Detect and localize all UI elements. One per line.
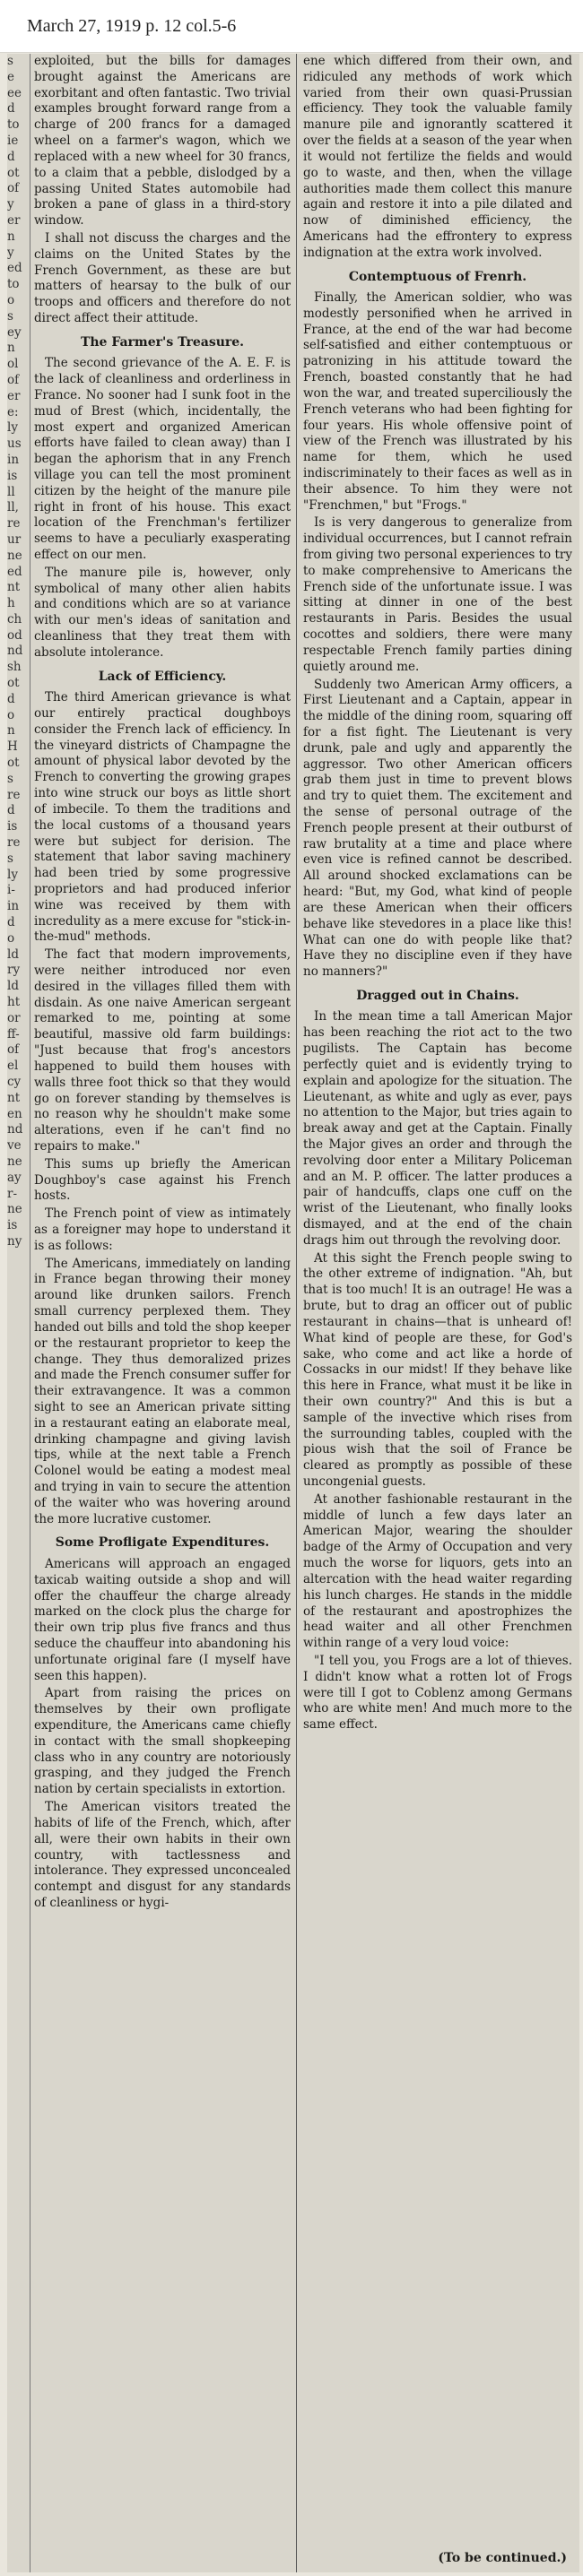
paragraph: The third American grievance is what our entirely practical doughboys consider the French lack of efficiency. In the vineyard districts of Champagne the amount of physical labor devoted by the French to converting the growing grapes into wine struck our boys as little short of imbecile. To them the traditions and the local customs of a thousand years were but subject for derision. The statement that labor saving machinery had been tried by some progressive proprietors and had produced inferior wine was received by them with incredulity as a mere excuse for "stick-in-the-mud" methods. [34,690,291,945]
paragraph: The second grievance of the A. E. F. is the lack of cleanliness and orderliness in France. No sooner had I sunk foot in the mud of Brest (which, incidentally, the most expert and organized American efforts have failed to clean away) than I began the aphorism that in any French village you can tell the most prominent citizen by the height of the manure pile right in front of his house. This exact location of the Frenchman's fertilizer seems to have a peculiarly exasperating effect on our men. [34,356,291,563]
paragraph: The French point of view as intimately as a foreigner may hope to understand it is as follows: [34,1206,291,1253]
gutter-fragment: sh [7,660,22,675]
gutter-fragment: nd [7,644,23,659]
gutter-fragment: of [7,181,20,196]
dateline-bar [0,0,583,53]
paragraph: Is is very dangerous to generalize from individual occurrences, but I cannot refrain from giving two personal experiences to try to make comprehensive to Americans the French side of the unfortunate issue. I was sitting at dinner in one of the best restaurants in Paris. Besides the usual cocottes and soldiers, there were many respectable French family parties dining quietly around me. [303,515,572,674]
gutter-fragment: nt [7,580,21,595]
paragraph: Finally, the American soldier, who was modestly personified when he arrived in France, at the end of the war had become self-satisfied and either contemptuous or patronizing in his attitude toward the French, boasted constantly that he had won the war, and treated superciliously the French veterans who had been fighting for four years. His whole offensive point of view of the French was illustrated by his name for them, which he used indiscriminately to their faces as well as in their absence. To him they were not "Frenchmen," but "Frogs." [303,290,572,513]
article-column-left [34,54,291,2572]
gutter-fragment: is [7,819,18,834]
gutter-fragment: ht [7,995,21,1010]
gutter-fragment: ed [7,261,22,276]
gutter-fragment: re [7,516,21,532]
gutter-fragment: ll, [7,500,19,515]
gutter-fragment: d [7,101,15,117]
gutter-fragment: s [7,771,13,786]
gutter-fragment: s [7,54,13,68]
gutter-fragment: ot [7,676,20,691]
paragraph: At this sight the French people swing to the other extreme of indignation. "Ah, but that is too much! It is an outrage! He was a brute, but to drag an officer out of public restaurant in chains—that is unheard of! What kind of people are these, for God's sake, who come and act like a horde of Cossacks in our midst! If they behave like this here in France, what must it be like in their own country?" And this is but a sample of the invective which rises from the surrounding tables, coupled with the pious wish that the soil of France be cleared as promptly as possible of these uncongenial guests. [303,1250,572,1489]
gutter-fragment: n [7,341,15,356]
gutter-fragment: us [7,437,22,452]
gutter-fragment: ld [7,979,19,994]
gutter-fragment: to [7,117,20,133]
cropped-left-column-fragment [7,54,27,2572]
gutter-fragment: n [7,723,15,739]
gutter-fragment: ie [7,133,19,148]
article-column-right [303,54,572,2572]
paragraph: This sums up briefly the American Doughboy's case against his French hosts. [34,1156,291,1204]
gutter-fragment: s [7,308,13,324]
gutter-fragment: od [7,627,22,643]
newspaper-clipping [7,54,579,2572]
gutter-fragment: o [7,930,15,946]
gutter-fragment: of [7,1042,20,1058]
gutter-fragment: ne [7,1202,22,1217]
paragraph: Suddenly two American Army officers, a First Lieutenant and a Captain, appear in the middle of the dining room, squaring off for a fist fight. The Lieutenant is very drunk, pale and ugly and apparently the aggressor. Two other American officers grab them just in time to prevent blows and try to quiet them. The excitement and the sense of personal outrage of the French people present at their outburst of raw brutality at a time and place where even vice is refined cannot be described. All around shocked exclamations can be heard: "But, my God, what kind of people are these American when their officers behave like stevedores in a place like this! What can one do with people like that? Have they no discipline even if they have no manners?" [303,677,572,980]
gutter-fragment: en [7,1106,22,1121]
gutter-fragment: er [7,212,21,228]
gutter-fragment: of [7,372,20,387]
gutter-fragment: ff- [7,1026,20,1042]
gutter-fragment: y [7,245,14,260]
paragraph: Americans will approach an engaged taxicab waiting outside a shop and will offer the chauffeur the charge already marked on the clock plus the charge for their own trip plus five francs and thus seduce the chauffeur into abandoning his unfortunate original fare (I myself have seen this happen). [34,1556,291,1683]
dateline-text: March 27, 1919 p. 12 col.5-6 [27,16,237,36]
subheading-farmers-treasure: The Farmer's Treasure. [80,334,245,350]
gutter-fragment: ll [7,484,15,499]
paragraph-group [34,690,291,1527]
gutter-fragment: ot [7,756,20,771]
paragraph: In the mean time a tall American Major has been reaching the riot act to the two pugilists. The Captain has become perfectly quiet and is evidently trying to explain and apologize for the situation. The Lieutenant, as white and ugly as ever, pays no attention to the Major, but tries again to break away and get at the Captain. Finally the Major gives an order and through the revolving door enter a Military Policeman and an M. P. officer. The latter produces a pair of handcuffs, claps one cuff on the wrist of the Lieutenant, who finally looks dismayed, and at the end of the chain drags him out through the revolving door. [303,1009,572,1248]
gutter-fragment: ur [7,532,22,547]
gutter-fragment: ot [7,165,20,180]
gutter-fragment: ey [7,324,22,340]
gutter-fragment: ny [7,1233,22,1249]
gutter-fragment: cy [7,1075,22,1089]
gutter-fragment: d [7,803,15,818]
gutter-fragment: ly [7,867,18,882]
paragraph: "I tell you, you Frogs are a lot of thieves. I didn't know what a rotten lot of Frogs were till I got to Coblenz among Germans who are white men! And much more to the same effect. [303,1653,572,1733]
gutter-fragment: in [7,452,20,467]
gutter-fragment: or [7,1010,21,1025]
gutter-fragment: y [7,197,14,212]
gutter-fragment: in [7,899,20,914]
paragraph: At another fashionable restaurant in the middle of lunch a few days later an American Major, wearing the shoulder badge of the Army of Occupation and very much the worse for liquors, gets into an altercation with the head waiter regarding his lunch charges. He stands in the middle of the restaurant and apostrophizes the head waiter and all other Frenchmen within range of a very loud voice: [303,1491,572,1651]
paragraph: The manure pile is, however, only symbolical of many other alien habits and conditions which are so at variance with our men's ideas of sanitation and cleanliness that they treat them with absolute intolerance. [34,565,291,660]
paragraph: I shall not discuss the charges and the claims on the United States by the French Government, as these are but matters of hearsay to the bulk of our troops and officers and therefore do not direct affect their attitude. [34,230,291,325]
gutter-fragment: ee [7,85,22,100]
gutter-fragment: h [7,596,15,611]
paragraph: ene which differed from their own, and ridiculed any methods of work which varied from their own quasi-Prussian efficiency. They took the valuable family manure pile and ignorantly scattered it over the fields at a season of the year when it would not fertilize the fields and would go to waste, and then, when the village authorities made them collect this manure again and restore it into a pile dilated and now of diminished efficiency, the Americans had the effrontery to express indignation at the extra work involved. [303,54,572,260]
gutter-fragment: ly [7,420,18,436]
gutter-fragment: r- [7,1186,18,1201]
gutter-fragment: ve [7,1138,22,1154]
gutter-fragment: e: [7,404,19,419]
paragraph-group [34,54,291,327]
gutter-fragment: ol [7,357,19,372]
gutter-fragment: H [7,739,18,755]
subheading-dragged-out: Dragged out in Chains. [356,988,519,1003]
gutter-fragment: i- [7,883,15,898]
continued-notice: (To be continued.) [438,2551,567,2565]
gutter-fragment: ay [7,1170,22,1185]
gutter-fragment: ch [7,611,22,627]
paragraph: The American visitors treated the habits of life of the French, which, after all, were their own habits in their own country, with tactlessness and intolerance. They expressed unconcealed contempt and disgust for any standards of cleanliness or hygi- [34,1800,291,1910]
paragraph: The fact that modern improvements, were neither introduced nor even desired in the villages filled them with disdain. As one naive American sergeant remarked to me, pointing at some beautiful, massive old farm buildings: "Just because that frog's ancestors happened to build them houses with walls three foot thick so that they would go on forever standing by themselves is no reason why he shouldn't make some alterations, even if he can't find no repairs to make." [34,947,291,1154]
gutter-fragment: o [7,292,15,307]
gutter-fragment: ed [7,564,22,579]
subheading-contemptuous: Contemptuous of Frenrh. [348,269,527,284]
gutter-fragment: o [7,707,15,722]
gutter-fragment: s [7,851,13,866]
gutter-fragment: ry [7,963,21,978]
paragraph-group [34,1557,291,1912]
column-rule [296,54,297,2572]
gutter-fragment: d [7,915,15,930]
gutter-fragment: n [7,229,15,244]
gutter-fragment: el [7,1059,19,1074]
gutter-fragment: re [7,835,21,851]
paragraph: The Americans, immediately on landing in France began throwing their money around like drunken sailors. French small currency perplexed them. They handed out bills and told the shop keeper or the restaurant proprietor to keep the change. They thus demoralized prizes and made the French consumer suffer for their extravangence. It was a common sight to see an American private sitting in a restaurant eating an elaborate meal, drinking champagne and giving lavish tips, while at the next table a French Colonel would be eating a modest meal and trying in vain to secure the attention of the waiter who was hovering around the more lucrative customer. [34,1256,291,1526]
gutter-fragment: ne [7,548,22,563]
paragraph: exploited, but the bills for damages brought against the Americans are exorbitant and often fantastic. Two trivial examples brought forward range from a charge of 200 francs for a damaged wheel on a farmer's wagon, which we replaced with a new wheel for 30 francs, to a claim that a pebble, dislodged by a passing United States automobile had broken a pane of glass in a third-story window. [34,54,291,229]
paragraph-group [34,356,291,661]
gutter-fragment: nd [7,1122,23,1137]
subheading-lack-of-efficiency: Lack of Efficiency. [98,669,227,684]
paragraph-group [303,54,572,262]
subheading-profligate-expenditures: Some Profligate Expenditures. [55,1535,270,1551]
gutter-fragment: to [7,277,20,292]
gutter-fragment: ld [7,947,19,962]
paragraph-group [303,290,572,981]
gutter-fragment: e [7,69,14,84]
gutter-fragment: nt [7,1090,21,1105]
gutter-fragment: d [7,149,15,164]
gutter-fragment: is [7,468,18,483]
gutter-fragment: is [7,1218,18,1233]
gutter-fragment: ne [7,1154,22,1169]
paragraph: Apart from raising the prices on themselves by their own profligate expenditure, the Americans came chiefly in contact with the small shopkeeping class who in any country are notoriously grasping, and they judged the French nation by certain specialists in extortion. [34,1686,291,1797]
gutter-fragment: er [7,388,21,403]
paragraph-group [303,1009,572,1733]
gutter-fragment: d [7,691,15,706]
gutter-fragment: re [7,787,21,802]
